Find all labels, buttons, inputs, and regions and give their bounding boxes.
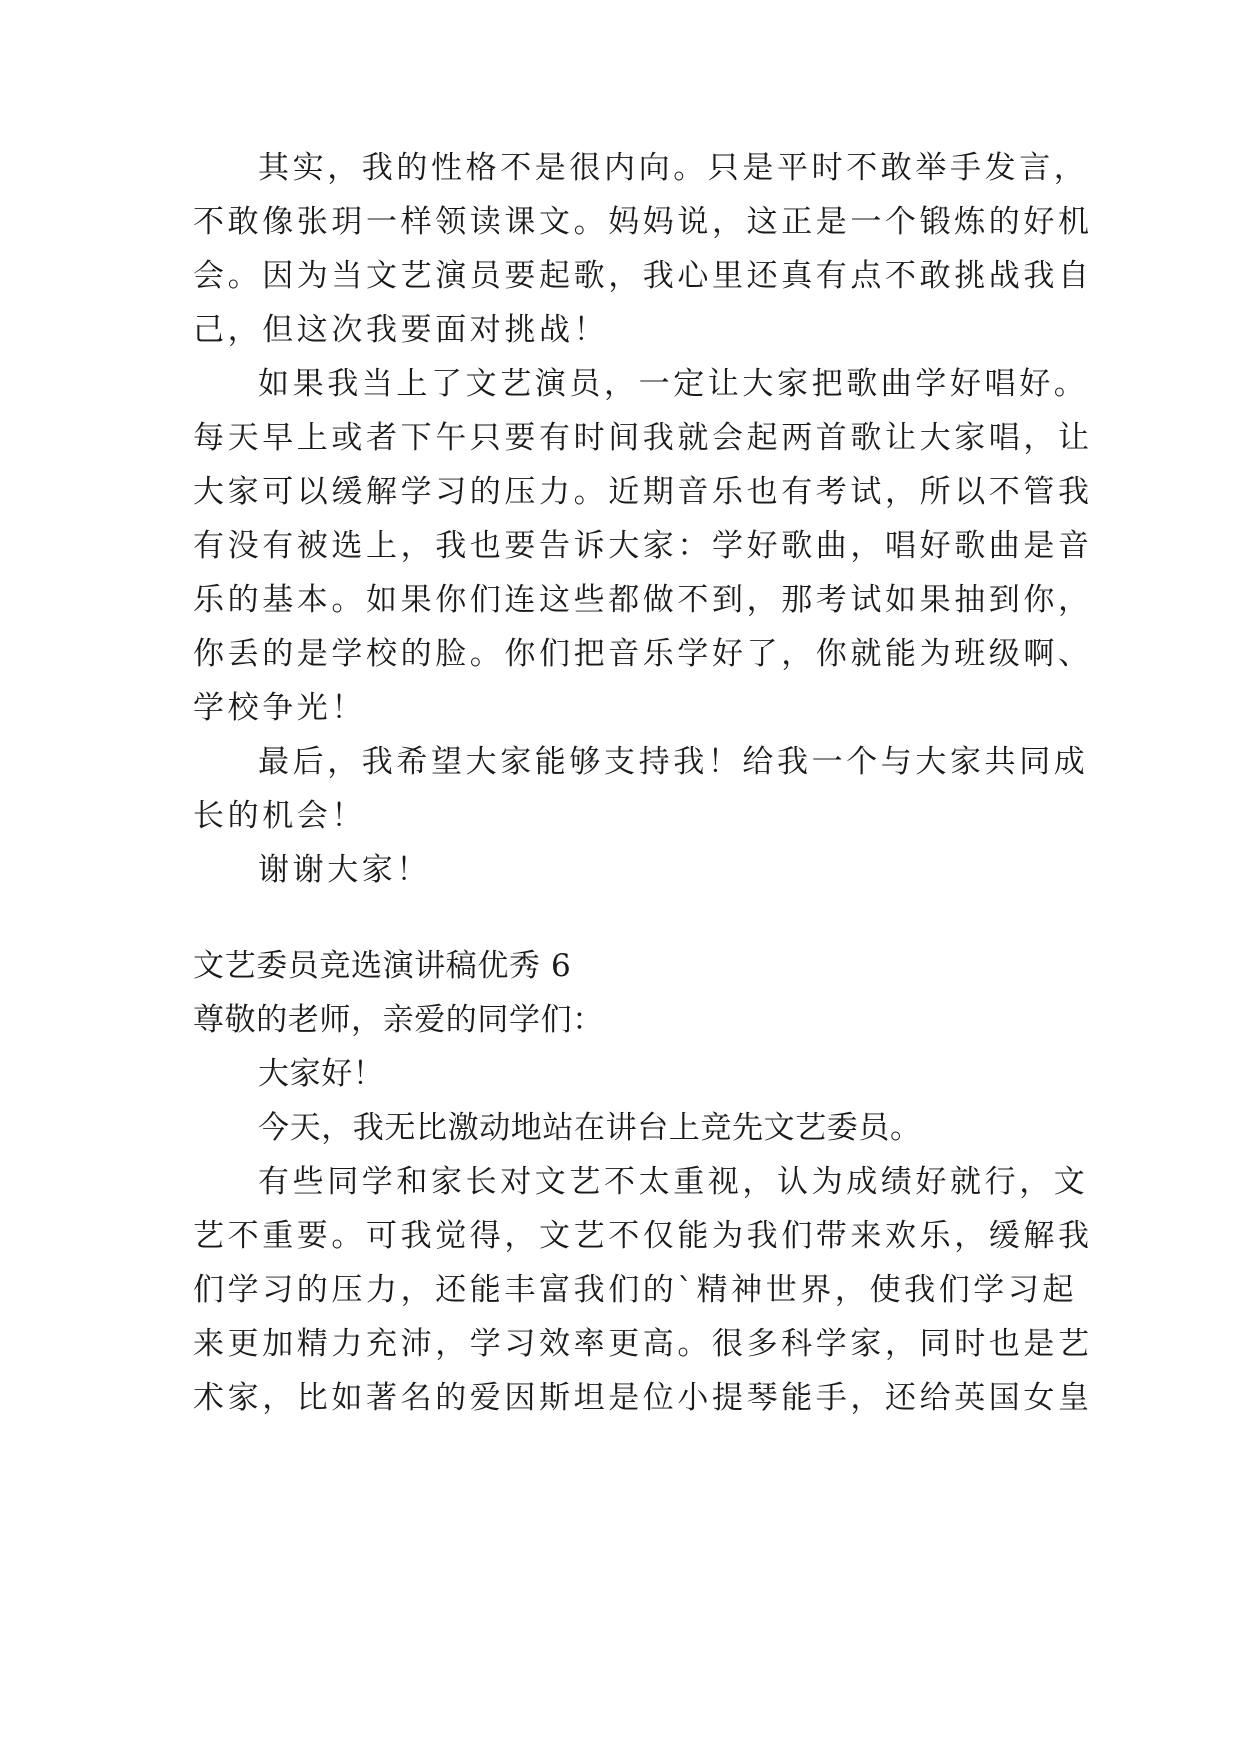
text-line: 谢谢大家！: [258, 852, 431, 888]
text-line: 们学习的压力，还能丰富我们的`精神世界，使我们学习起: [193, 1272, 1078, 1308]
text-line: 会。因为当文艺演员要起歌，我心里还真有点不敢挑战我自: [193, 258, 1093, 294]
salutation: 尊敬的老师，亲爱的同学们：: [193, 1002, 604, 1038]
text-line: 大家好！: [258, 1056, 385, 1092]
text-line: 最后，我希望大家能够支持我！给我一个与大家共同成: [258, 744, 1089, 780]
text-line: 乐的基本。如果你们连这些都做不到，那考试如果抽到你，: [193, 582, 1093, 618]
text-line: 你丢的是学校的脸。你们把音乐学好了，你就能为班级啊、: [193, 636, 1093, 672]
text-line: 不敢像张玥一样领读课文。妈妈说，这正是一个锻炼的好机: [193, 204, 1093, 240]
text-line: 如果我当上了文艺演员，一定让大家把歌曲学好唱好。: [258, 366, 1089, 402]
text-line: 大家可以缓解学习的压力。近期音乐也有考试，所以不管我: [193, 474, 1093, 510]
text-line: 术家，比如著名的爱因斯坦是位小提琴能手，还给英国女皇: [193, 1380, 1093, 1416]
text-line: 有些同学和家长对文艺不太重视，认为成绩好就行，文: [258, 1164, 1089, 1200]
section-title: 文艺委员竞选演讲稿优秀 6: [193, 948, 572, 984]
text-line: 己，但这次我要面对挑战！: [193, 312, 609, 348]
text-line: 每天早上或者下午只要有时间我就会起两首歌让大家唱，让: [193, 420, 1093, 456]
text-line: 其实，我的性格不是很内向。只是平时不敢举手发言，: [258, 150, 1089, 186]
text-line: 艺不重要。可我觉得，文艺不仅能为我们带来欢乐，缓解我: [193, 1218, 1093, 1254]
text-line: 长的机会！: [193, 798, 366, 834]
text-line: 有没有被选上，我也要告诉大家：学好歌曲，唱好歌曲是音: [193, 528, 1093, 564]
text-line: 学校争光！: [193, 690, 366, 726]
text-line: 来更加精力充沛，学习效率更高。很多科学家，同时也是艺: [193, 1326, 1093, 1362]
text-line: 今天，我无比激动地站在讲台上竞先文艺委员。: [258, 1110, 922, 1146]
